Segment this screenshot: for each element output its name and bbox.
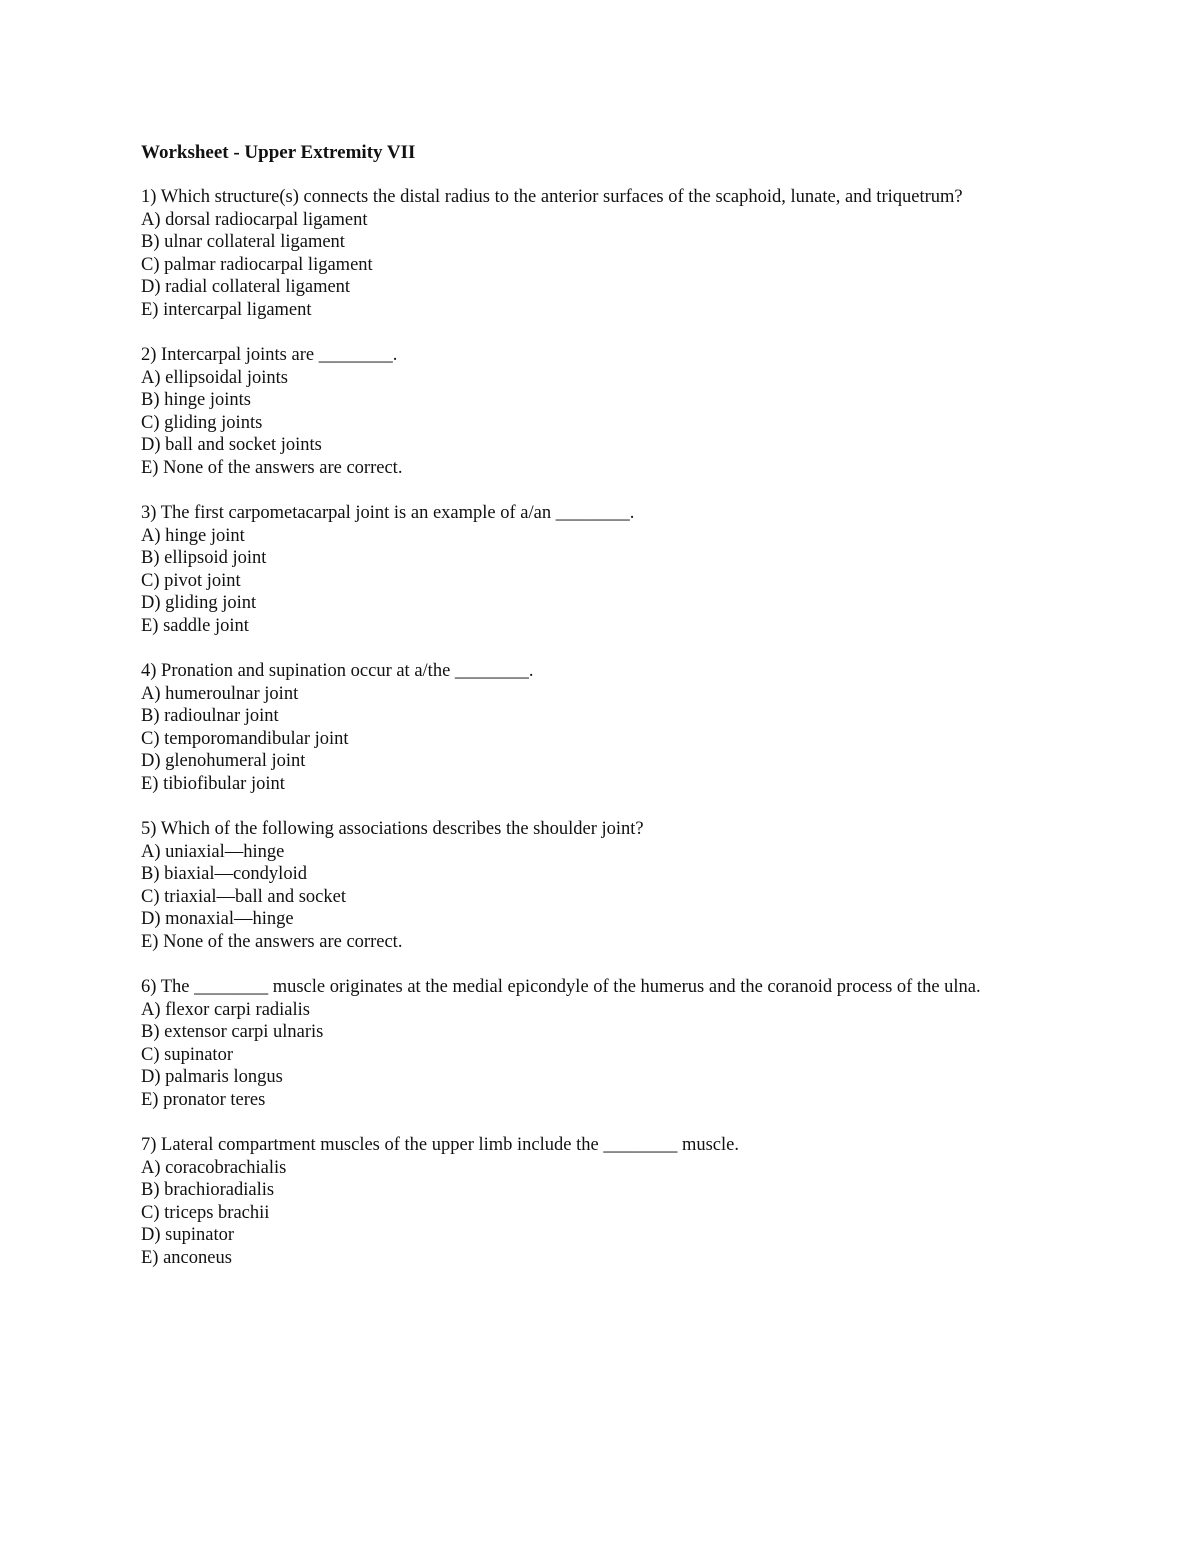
question-prompt: 2) Intercarpal joints are ________. — [141, 345, 398, 365]
answer-option: D) ball and socket joints — [141, 435, 322, 455]
answer-option: C) temporomandibular joint — [141, 728, 349, 749]
answer-option: E) saddle joint — [141, 615, 249, 636]
answer-option: B) biaxial—condyloid — [141, 864, 307, 884]
question-3 — [141, 502, 1101, 637]
answer-option: D) glenohumeral joint — [141, 751, 306, 771]
answer-option: C) triceps brachii — [141, 1202, 270, 1223]
answer-option: A) flexor carpi radialis — [141, 999, 310, 1020]
worksheet-page — [141, 141, 1101, 1292]
answer-option: D) gliding joint — [141, 593, 257, 613]
answer-option: A) coracobrachialis — [141, 1157, 287, 1178]
answer-option: D) supinator — [141, 1225, 234, 1245]
answer-option: A) dorsal radiocarpal ligament — [141, 209, 368, 230]
question-6 — [141, 976, 1101, 1111]
question-prompt: 1) Which structure(s) connects the distal radius to the anterior surfaces of the scaphoid, lunate, and triquetrum? — [141, 187, 963, 207]
answer-option: C) pivot joint — [141, 570, 241, 591]
question-prompt: 7) Lateral compartment muscles of the upper limb include the ________ muscle. — [141, 1135, 739, 1155]
question-prompt: 4) Pronation and supination occur at a/the ________. — [141, 661, 534, 681]
answer-option: E) anconeus — [141, 1247, 232, 1268]
question-4 — [141, 660, 1101, 795]
answer-option: A) hinge joint — [141, 525, 245, 546]
answer-option: D) palmaris longus — [141, 1067, 283, 1087]
answer-option: A) uniaxial—hinge — [141, 841, 285, 862]
answer-option: E) tibiofibular joint — [141, 773, 285, 794]
answer-option: E) None of the answers are correct. — [141, 931, 403, 952]
answer-option: B) ulnar collateral ligament — [141, 232, 345, 252]
question-5 — [141, 818, 1101, 953]
answer-option: C) gliding joints — [141, 412, 263, 433]
question-prompt: 5) Which of the following associations describes the shoulder joint? — [141, 819, 644, 839]
answer-option: B) hinge joints — [141, 390, 251, 410]
question-prompt: 6) The ________ muscle originates at the medial epicondyle of the humerus and the coranoid process of the ulna. — [141, 977, 981, 997]
answer-option: D) radial collateral ligament — [141, 277, 351, 297]
answer-option: E) pronator teres — [141, 1089, 266, 1110]
question-1 — [141, 186, 1101, 321]
answer-option: B) extensor carpi ulnaris — [141, 1022, 324, 1042]
answer-option: B) brachioradialis — [141, 1180, 275, 1200]
answer-option: A) humeroulnar joint — [141, 683, 299, 704]
answer-option: C) supinator — [141, 1044, 233, 1065]
answer-option: B) radioulnar joint — [141, 706, 279, 726]
answer-option: D) monaxial—hinge — [141, 909, 294, 929]
question-2 — [141, 344, 1101, 479]
answer-option: E) None of the answers are correct. — [141, 457, 403, 478]
question-7 — [141, 1134, 1101, 1269]
answer-option: C) palmar radiocarpal ligament — [141, 254, 373, 275]
answer-option: C) triaxial—ball and socket — [141, 886, 346, 907]
question-prompt: 3) The first carpometacarpal joint is an example of a/an ________. — [141, 503, 635, 523]
answer-option: E) intercarpal ligament — [141, 299, 312, 320]
answer-option: A) ellipsoidal joints — [141, 367, 288, 388]
answer-option: B) ellipsoid joint — [141, 548, 267, 568]
worksheet-title: Worksheet - Upper Extremity VII — [141, 142, 416, 163]
